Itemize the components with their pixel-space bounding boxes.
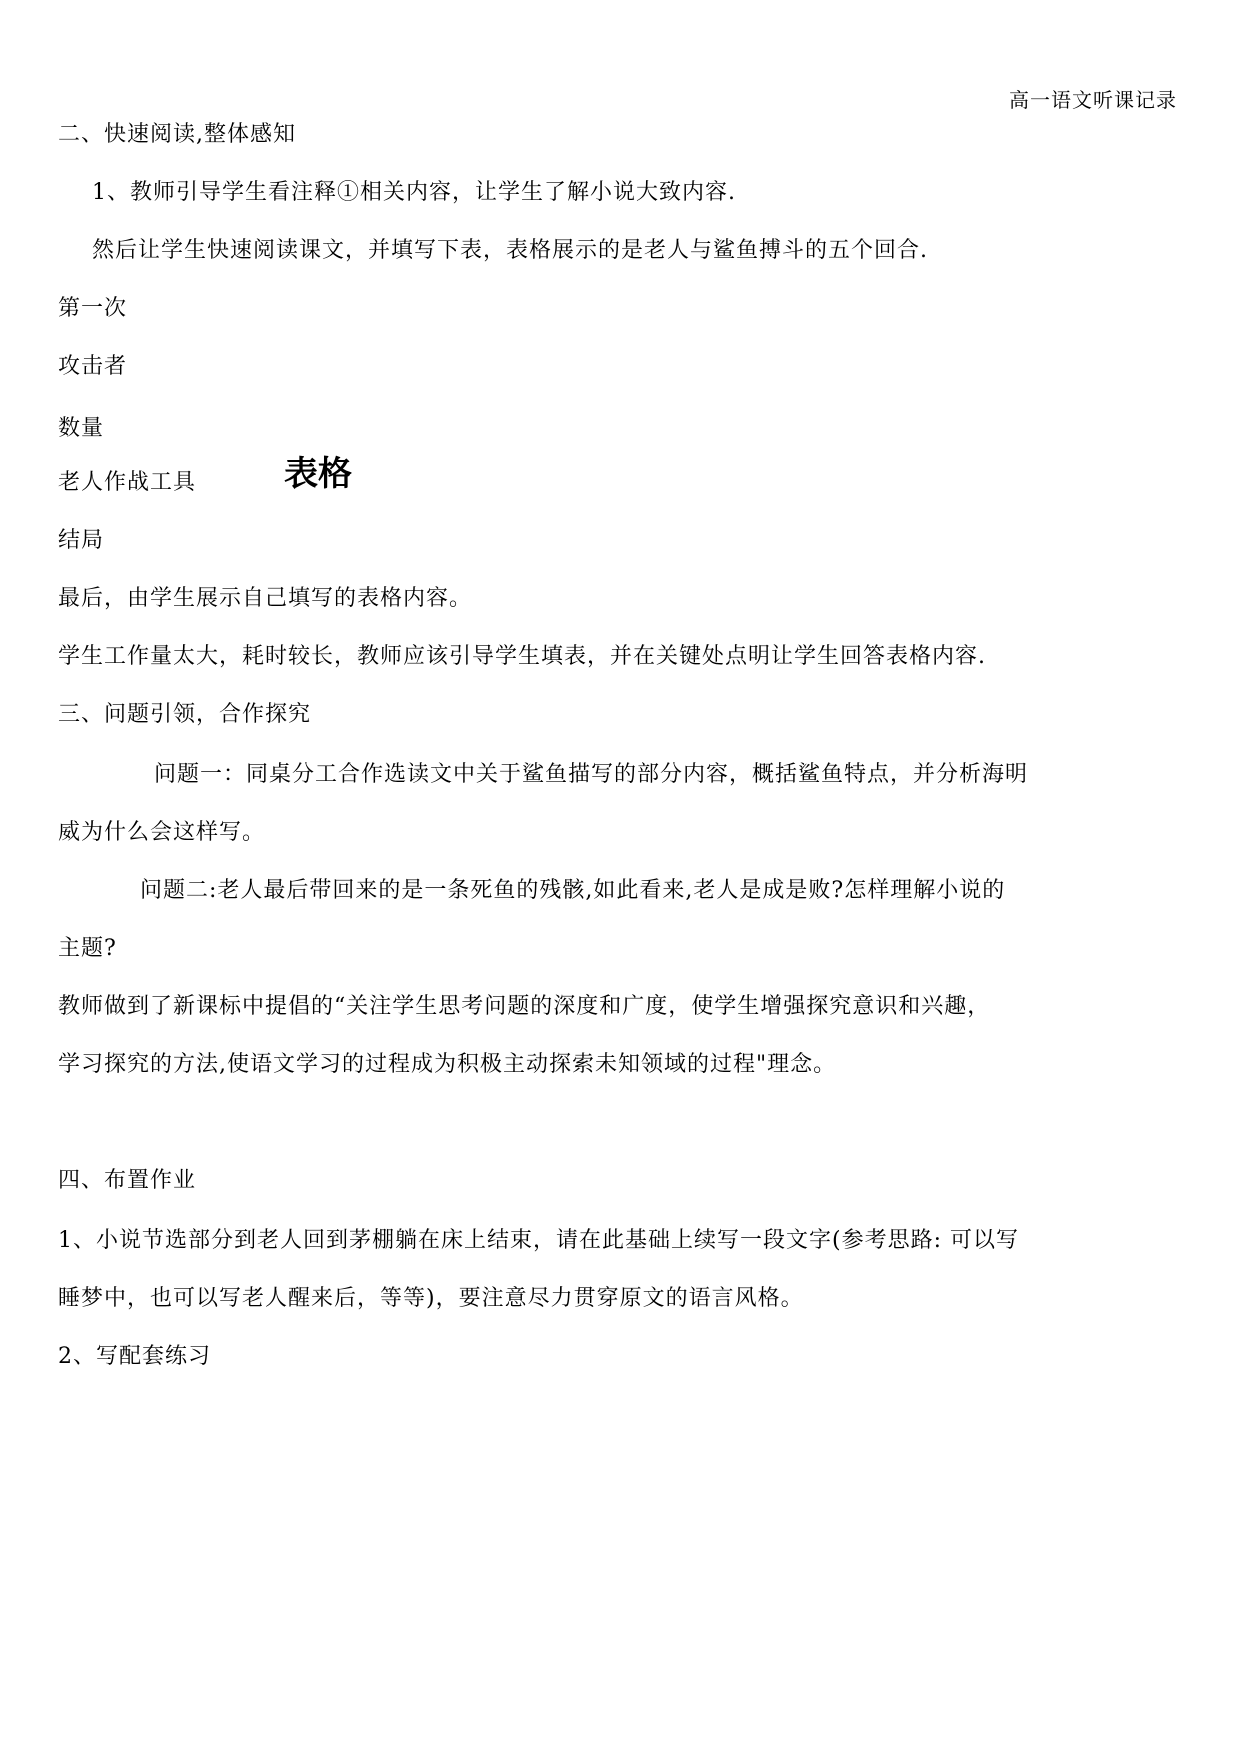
section-heading-2: 二、快速阅读,整体感知: [58, 122, 296, 147]
homework-item-1-cont: 睡梦中，也可以写老人醒来后，等等)，要注意尽力贯穿原文的语言风格。: [58, 1286, 804, 1311]
table-row-label: 第一次: [58, 296, 128, 321]
paragraph: 教师做到了新课标中提倡的“关注学生思考问题的深度和广度，使学生增强探究意识和兴趣，: [58, 994, 991, 1019]
homework-item-2: 2、写配套练习: [58, 1344, 211, 1369]
table-row-label: 结局: [58, 528, 105, 553]
paragraph: 学习探究的方法,使语文学习的过程成为积极主动探索未知领域的过程"理念。: [58, 1052, 837, 1077]
page-header: 高一语文听课记录: [1009, 88, 1177, 112]
homework-item-1: 1、小说节选部分到老人回到茅棚躺在床上结束，请在此基础上续写一段文字(参考思路: 可以写: [58, 1228, 1019, 1253]
table-placeholder: 表格: [284, 454, 352, 494]
question-1: 问题一：同桌分工合作选读文中关于鲨鱼描写的部分内容，概括鲨鱼特点，并分析海明: [154, 762, 1029, 787]
paragraph: 然后让学生快速阅读课文，并填写下表，表格展示的是老人与鲨鱼搏斗的五个回合.: [92, 238, 928, 263]
question-2-cont: 主题?: [58, 936, 117, 961]
question-1-cont: 威为什么会这样写。: [58, 820, 266, 845]
section-heading-3: 三、问题引领，合作探究: [58, 702, 312, 727]
table-row-label: 攻击者: [58, 354, 128, 379]
table-row-label: 数量: [58, 416, 105, 441]
paragraph: 1、教师引导学生看注释①相关内容，让学生了解小说大致内容.: [92, 180, 736, 205]
paragraph: 学生工作量太大，耗时较长，教师应该引导学生填表，并在关键处点明让学生回答表格内容.: [58, 644, 986, 669]
paragraph: 最后，由学生展示自己填写的表格内容。: [58, 586, 473, 611]
section-heading-4: 四、布置作业: [58, 1168, 197, 1193]
question-2: 问题二:老人最后带回来的是一条死鱼的残骸,如此看来,老人是成是败?怎样理解小说的: [140, 878, 1006, 903]
table-row-label: 老人作战工具: [58, 470, 197, 495]
